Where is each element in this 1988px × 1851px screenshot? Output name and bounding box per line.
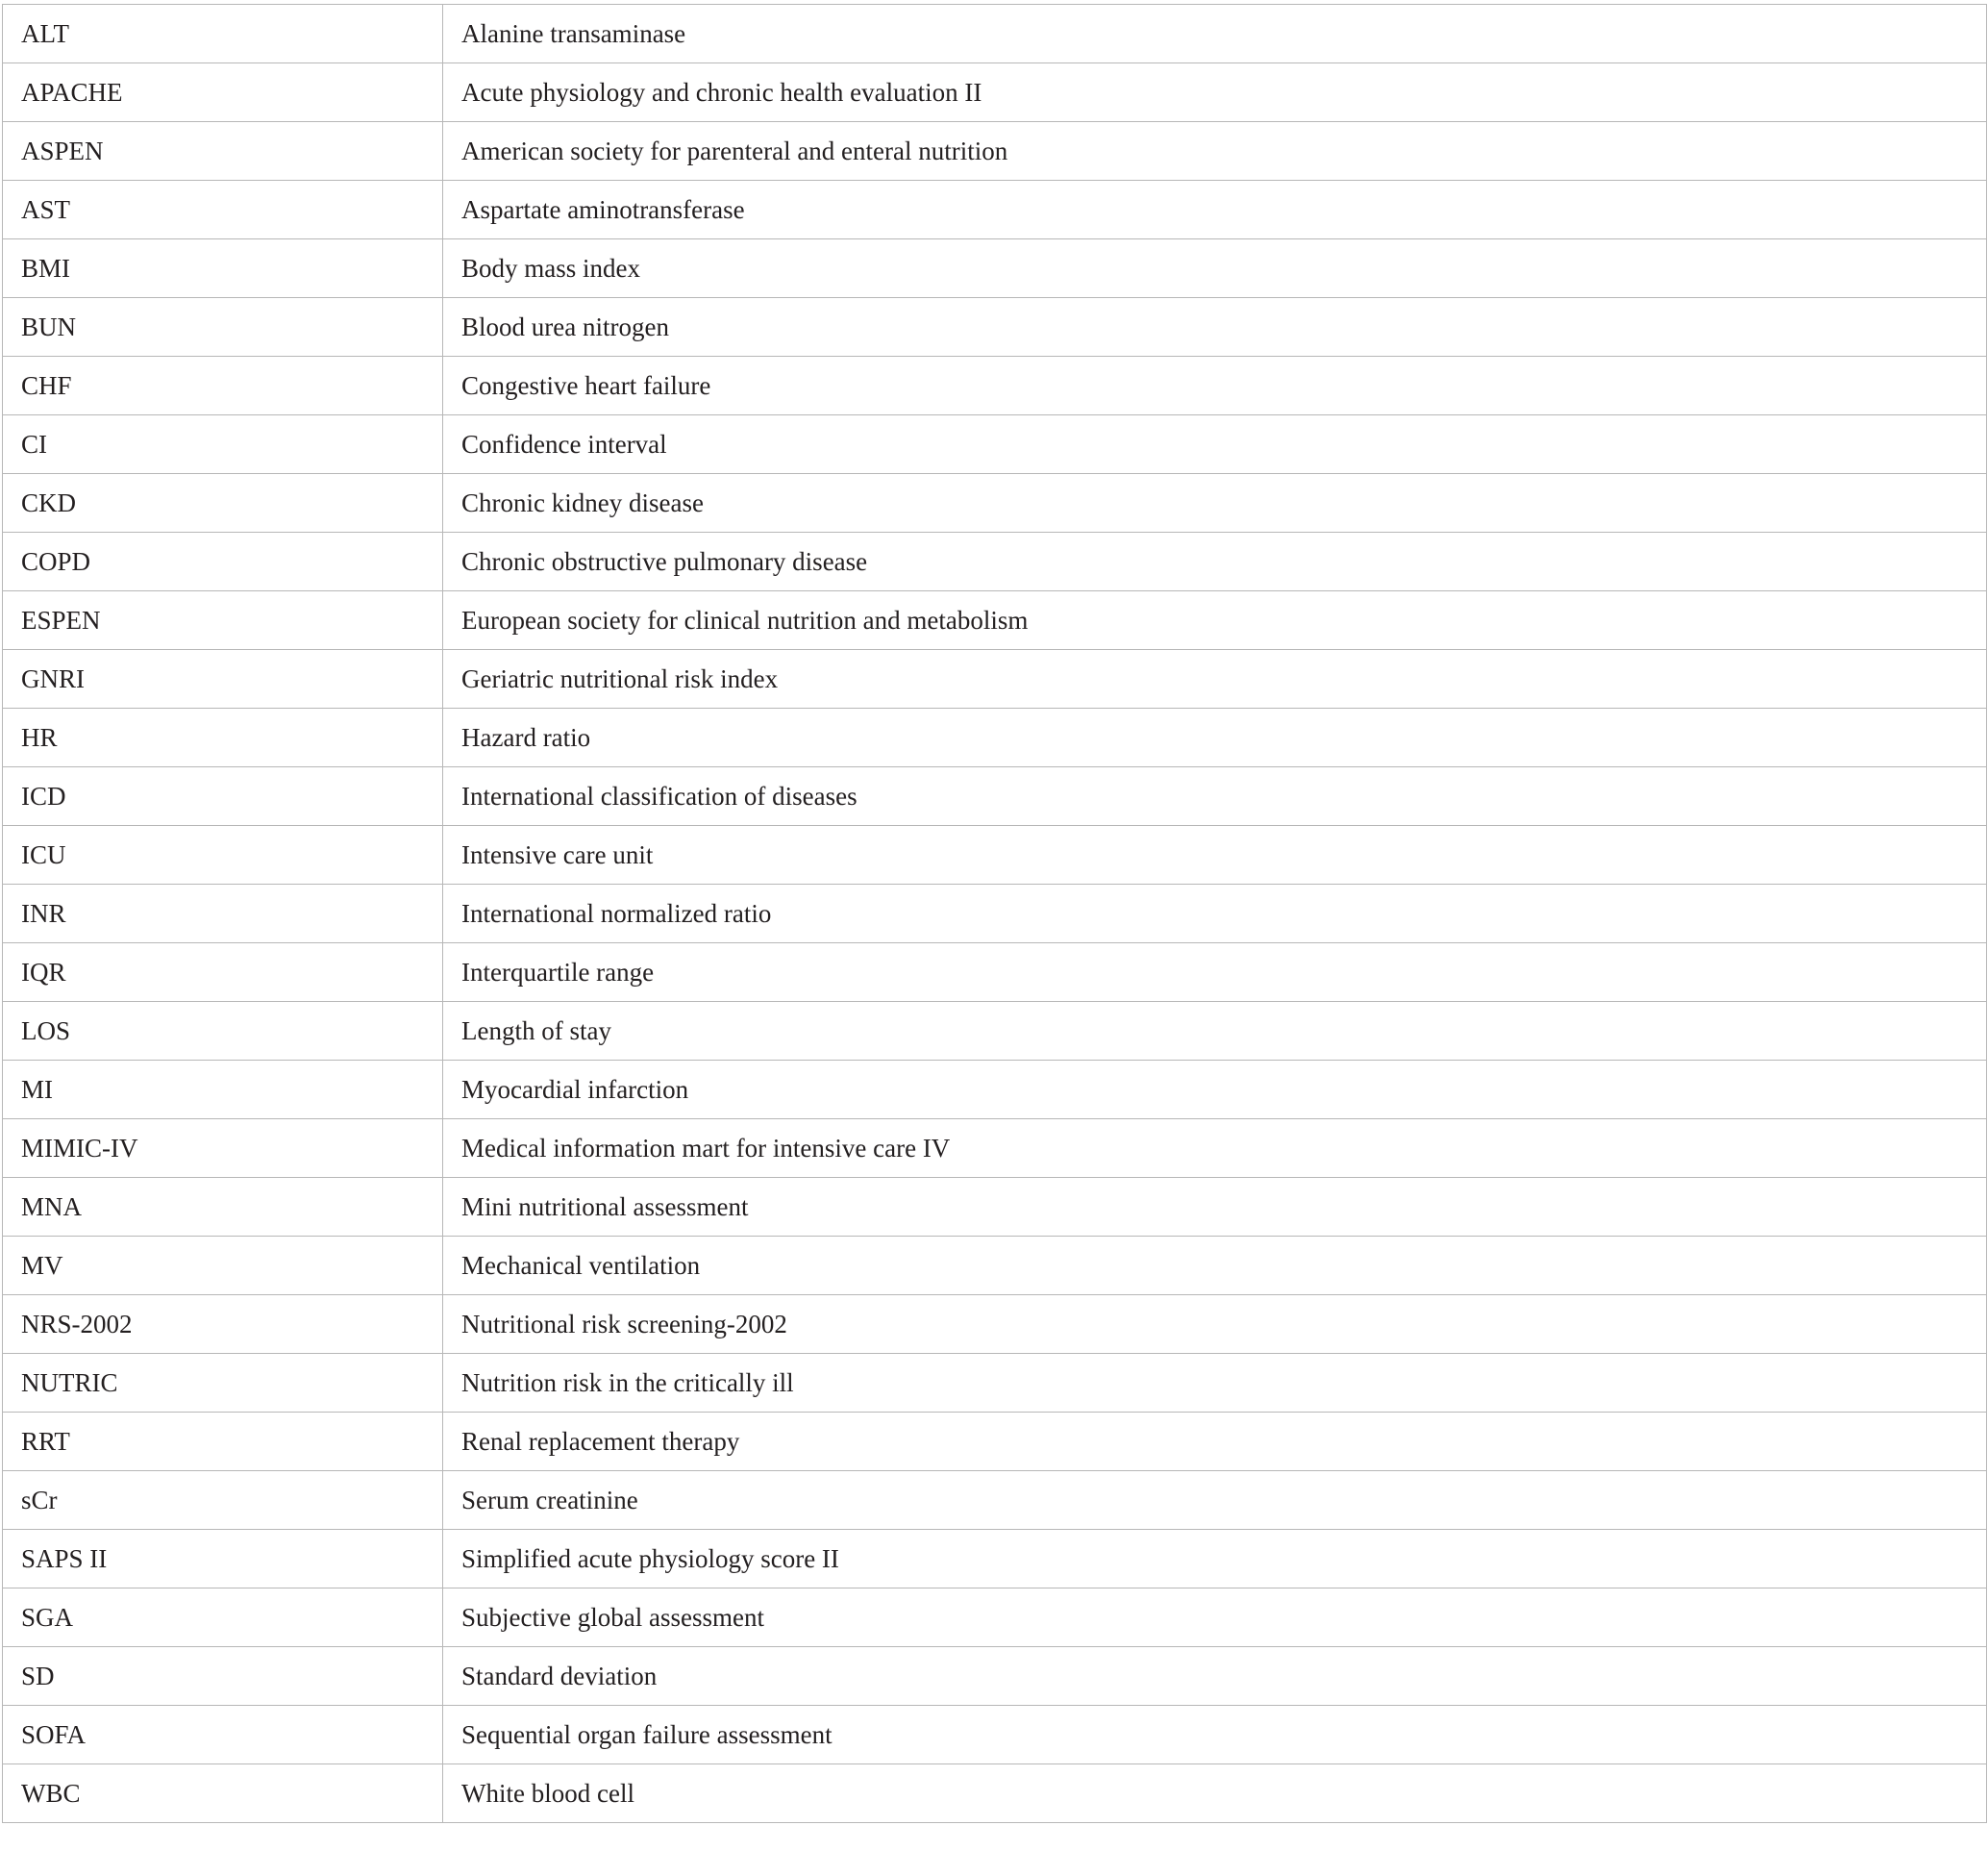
definition-cell: Nutrition risk in the critically ill: [443, 1354, 1987, 1413]
table-row: [3, 943, 1987, 1002]
table-row: [3, 591, 1987, 650]
abbreviation-cell: HR: [3, 709, 443, 767]
definition-cell: Nutritional risk screening-2002: [443, 1295, 1987, 1354]
abbreviation-cell: AST: [3, 181, 443, 239]
definition-cell: Length of stay: [443, 1002, 1987, 1061]
table-row: [3, 1237, 1987, 1295]
table-row: [3, 474, 1987, 533]
table-row: [3, 650, 1987, 709]
table-row: [3, 533, 1987, 591]
abbreviation-cell: SAPS II: [3, 1530, 443, 1588]
abbreviation-cell: GNRI: [3, 650, 443, 709]
table-row: [3, 415, 1987, 474]
table-row: [3, 5, 1987, 63]
abbreviation-cell: ICD: [3, 767, 443, 826]
definition-cell: Geriatric nutritional risk index: [443, 650, 1987, 709]
abbreviation-cell: LOS: [3, 1002, 443, 1061]
definition-cell: Myocardial infarction: [443, 1061, 1987, 1119]
table-row: [3, 826, 1987, 885]
definition-cell: Chronic kidney disease: [443, 474, 1987, 533]
table-row: [3, 709, 1987, 767]
abbreviations-table-container: [2, 4, 1986, 1823]
table-row: [3, 1061, 1987, 1119]
definition-cell: White blood cell: [443, 1764, 1987, 1823]
definition-cell: International classification of diseases: [443, 767, 1987, 826]
abbreviation-cell: WBC: [3, 1764, 443, 1823]
abbreviation-cell: BMI: [3, 239, 443, 298]
definition-cell: Intensive care unit: [443, 826, 1987, 885]
table-row: [3, 767, 1987, 826]
abbreviation-cell: BUN: [3, 298, 443, 357]
table-row: [3, 1413, 1987, 1471]
table-row: [3, 1764, 1987, 1823]
abbreviation-cell: MNA: [3, 1178, 443, 1237]
table-row: [3, 63, 1987, 122]
abbreviation-cell: CHF: [3, 357, 443, 415]
table-row: [3, 1706, 1987, 1764]
abbreviation-cell: CI: [3, 415, 443, 474]
abbreviation-cell: COPD: [3, 533, 443, 591]
table-row: [3, 885, 1987, 943]
definition-cell: Alanine transaminase: [443, 5, 1987, 63]
definition-cell: Standard deviation: [443, 1647, 1987, 1706]
abbreviation-cell: sCr: [3, 1471, 443, 1530]
definition-cell: Medical information mart for intensive care IV: [443, 1119, 1987, 1178]
abbreviation-cell: MI: [3, 1061, 443, 1119]
abbreviation-cell: CKD: [3, 474, 443, 533]
definition-cell: Congestive heart failure: [443, 357, 1987, 415]
abbreviation-cell: ASPEN: [3, 122, 443, 181]
definition-cell: Subjective global assessment: [443, 1588, 1987, 1647]
abbreviation-cell: ALT: [3, 5, 443, 63]
definition-cell: Acute physiology and chronic health evaluation II: [443, 63, 1987, 122]
definition-cell: International normalized ratio: [443, 885, 1987, 943]
table-row: [3, 1471, 1987, 1530]
table-row: [3, 298, 1987, 357]
table-row: [3, 1002, 1987, 1061]
abbreviation-cell: APACHE: [3, 63, 443, 122]
abbreviation-cell: RRT: [3, 1413, 443, 1471]
table-row: [3, 239, 1987, 298]
abbreviation-cell: NUTRIC: [3, 1354, 443, 1413]
abbreviation-cell: SOFA: [3, 1706, 443, 1764]
definition-cell: Simplified acute physiology score II: [443, 1530, 1987, 1588]
definition-cell: Serum creatinine: [443, 1471, 1987, 1530]
abbreviation-cell: MV: [3, 1237, 443, 1295]
table-row: [3, 122, 1987, 181]
definition-cell: European society for clinical nutrition and metabolism: [443, 591, 1987, 650]
abbreviations-table: [2, 4, 1987, 1823]
table-row: [3, 1588, 1987, 1647]
table-row: [3, 1354, 1987, 1413]
abbreviation-cell: MIMIC-IV: [3, 1119, 443, 1178]
definition-cell: Blood urea nitrogen: [443, 298, 1987, 357]
definition-cell: American society for parenteral and enteral nutrition: [443, 122, 1987, 181]
abbreviation-cell: ESPEN: [3, 591, 443, 650]
definition-cell: Confidence interval: [443, 415, 1987, 474]
table-row: [3, 181, 1987, 239]
table-row: [3, 1178, 1987, 1237]
table-row: [3, 1119, 1987, 1178]
definition-cell: Renal replacement therapy: [443, 1413, 1987, 1471]
abbreviation-cell: IQR: [3, 943, 443, 1002]
definition-cell: Hazard ratio: [443, 709, 1987, 767]
table-row: [3, 1647, 1987, 1706]
definition-cell: Mechanical ventilation: [443, 1237, 1987, 1295]
abbreviation-cell: SD: [3, 1647, 443, 1706]
definition-cell: Chronic obstructive pulmonary disease: [443, 533, 1987, 591]
abbreviation-cell: SGA: [3, 1588, 443, 1647]
abbreviations-table-body: [3, 5, 1987, 1823]
table-row: [3, 1530, 1987, 1588]
definition-cell: Body mass index: [443, 239, 1987, 298]
table-row: [3, 1295, 1987, 1354]
definition-cell: Interquartile range: [443, 943, 1987, 1002]
definition-cell: Sequential organ failure assessment: [443, 1706, 1987, 1764]
definition-cell: Mini nutritional assessment: [443, 1178, 1987, 1237]
table-row: [3, 357, 1987, 415]
abbreviation-cell: NRS-2002: [3, 1295, 443, 1354]
abbreviation-cell: INR: [3, 885, 443, 943]
abbreviation-cell: ICU: [3, 826, 443, 885]
definition-cell: Aspartate aminotransferase: [443, 181, 1987, 239]
